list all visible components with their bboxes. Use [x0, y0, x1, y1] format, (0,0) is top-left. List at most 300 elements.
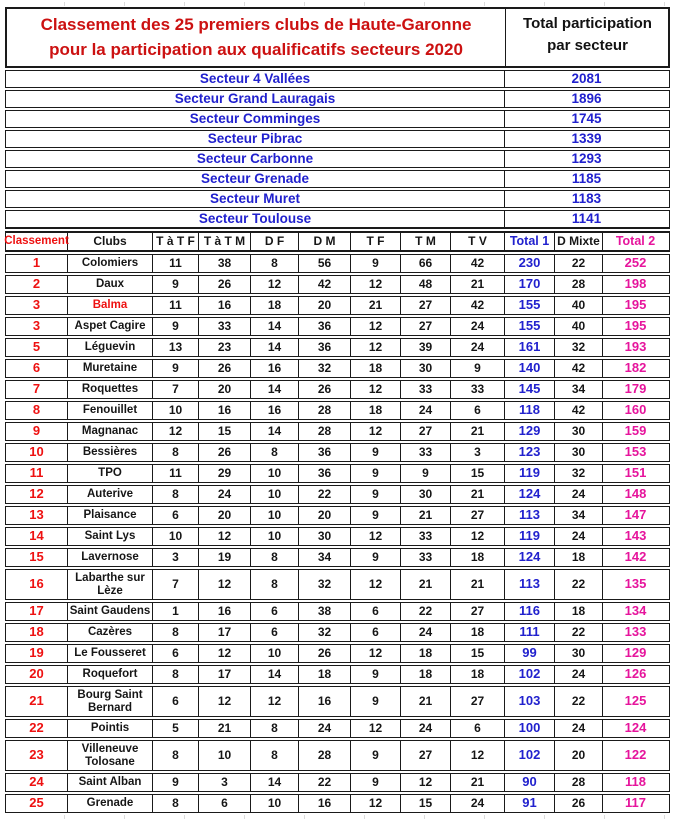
- tm-cell: 33: [401, 528, 451, 545]
- dm-cell: 32: [299, 624, 351, 641]
- column-header-row: [5, 231, 670, 252]
- dm-cell: 36: [299, 339, 351, 356]
- tatm-cell: 6: [199, 795, 251, 812]
- dm-cell: 36: [299, 318, 351, 335]
- df-cell: 8: [251, 444, 299, 461]
- table-row: [5, 794, 670, 813]
- tatm-cell: 17: [199, 666, 251, 683]
- club-cell: Lavernose: [68, 549, 153, 566]
- club-cell: Daux: [68, 276, 153, 293]
- total1-cell: 113: [505, 570, 555, 599]
- total2-cell: 143: [624, 528, 647, 544]
- sector-row: [5, 210, 670, 229]
- table-row: [5, 359, 670, 378]
- club-cell: Colomiers: [68, 255, 153, 272]
- tv-cell: 18: [451, 549, 505, 566]
- club-cell: TPO: [68, 465, 153, 482]
- rank-cell: 15: [6, 549, 68, 566]
- df-cell: 8: [251, 255, 299, 272]
- tm-cell: 27: [401, 318, 451, 335]
- total1-cell: 161: [505, 339, 555, 356]
- tatf-cell: 6: [153, 687, 199, 716]
- club-cell: Saint Gaudens: [68, 603, 153, 620]
- table-row: [5, 443, 670, 462]
- total2-cell: 160: [624, 402, 647, 418]
- dm-cell: 16: [299, 795, 351, 812]
- rank-cell: 6: [6, 360, 68, 377]
- tatf-cell: 6: [153, 645, 199, 662]
- total1-cell: 113: [505, 507, 555, 524]
- tv-cell: 27: [451, 687, 505, 716]
- dm-cell: 16: [299, 687, 351, 716]
- sector-total-value: 1141: [571, 211, 602, 226]
- dmixte-cell: 32: [555, 339, 603, 356]
- tm-cell: 30: [401, 360, 451, 377]
- tatf-cell: 7: [153, 570, 199, 599]
- tatm-cell: 12: [199, 645, 251, 662]
- tm-cell: 66: [401, 255, 451, 272]
- dm-cell: 42: [299, 276, 351, 293]
- total1-cell: 119: [505, 528, 555, 545]
- tv-cell: 21: [451, 774, 505, 791]
- tatf-cell: 10: [153, 402, 199, 419]
- total2-cell: 124: [624, 720, 647, 736]
- tf-cell: 9: [351, 687, 401, 716]
- rank-cell: 19: [6, 645, 68, 662]
- df-cell: 14: [251, 666, 299, 683]
- total2-cell: 153: [624, 444, 647, 460]
- dm-cell: 36: [299, 465, 351, 482]
- table-row: [5, 422, 670, 441]
- tm-cell: 18: [401, 666, 451, 683]
- dm-cell: 36: [299, 444, 351, 461]
- sector-total-value: 1339: [571, 131, 602, 146]
- tf-cell: 12: [351, 645, 401, 662]
- total2-cell: 125: [624, 693, 647, 709]
- rank-cell: 18: [6, 624, 68, 641]
- rank-cell: 5: [6, 339, 68, 356]
- total2-cell: 195: [624, 297, 647, 313]
- tf-cell: 9: [351, 444, 401, 461]
- club-cell: Le Fousseret: [68, 645, 153, 662]
- sector-total-header: [506, 9, 669, 66]
- total1-cell: 119: [505, 465, 555, 482]
- tatm-cell: 12: [199, 687, 251, 716]
- sector-total-header-line-1: Total participation: [523, 15, 652, 32]
- rank-cell: 20: [6, 666, 68, 683]
- df-cell: 14: [251, 339, 299, 356]
- total1-cell: 99: [505, 645, 555, 662]
- sector-total-value: 1745: [571, 111, 602, 126]
- tatf-cell: 9: [153, 276, 199, 293]
- tv-cell: 24: [451, 795, 505, 812]
- tm-cell: 24: [401, 402, 451, 419]
- tatf-cell: 6: [153, 507, 199, 524]
- tatm-cell: 10: [199, 741, 251, 770]
- club-cell: Saint Alban: [68, 774, 153, 791]
- total2-cell: 134: [624, 603, 647, 619]
- dmixte-cell: 40: [555, 297, 603, 314]
- total2-cell: 193: [624, 339, 647, 355]
- sector-total-value: 1896: [571, 91, 602, 106]
- table-title: [7, 9, 506, 66]
- column-header: T V: [451, 233, 505, 250]
- table-row: [5, 773, 670, 792]
- table-row: [5, 254, 670, 273]
- total1-cell: 103: [505, 687, 555, 716]
- sector-name-label: Secteur Grenade: [6, 171, 505, 187]
- total2-cell: 133: [624, 624, 647, 640]
- table-row: [5, 506, 670, 525]
- club-cell: Labarthe sur Lèze: [68, 570, 153, 599]
- sector-name-label: Secteur Toulouse: [6, 211, 505, 227]
- df-cell: 14: [251, 381, 299, 398]
- tatf-cell: 7: [153, 381, 199, 398]
- table-row: [5, 644, 670, 663]
- tatf-cell: 8: [153, 795, 199, 812]
- tatm-cell: 33: [199, 318, 251, 335]
- dm-cell: 20: [299, 297, 351, 314]
- dmixte-cell: 18: [555, 549, 603, 566]
- df-cell: 10: [251, 795, 299, 812]
- sector-name-label: Secteur 4 Vallées: [6, 71, 505, 87]
- df-cell: 14: [251, 318, 299, 335]
- tf-cell: 12: [351, 381, 401, 398]
- club-cell: Léguevin: [68, 339, 153, 356]
- sector-total-header-line-2: par secteur: [547, 37, 628, 54]
- dmixte-cell: 30: [555, 645, 603, 662]
- sheet-gridline-margin-bottom: [5, 815, 670, 819]
- rank-cell: 10: [6, 444, 68, 461]
- table-row: [5, 275, 670, 294]
- dmixte-cell: 18: [555, 603, 603, 620]
- df-cell: 8: [251, 570, 299, 599]
- sector-row: [5, 190, 670, 208]
- dmixte-cell: 22: [555, 255, 603, 272]
- total2-cell: 252: [624, 255, 647, 271]
- rank-cell: 11: [6, 465, 68, 482]
- tm-cell: 21: [401, 687, 451, 716]
- dm-cell: 18: [299, 666, 351, 683]
- table-row: [5, 686, 670, 717]
- club-cell: Roquefort: [68, 666, 153, 683]
- club-cell: Pointis: [68, 720, 153, 737]
- total2-cell: 118: [625, 774, 646, 790]
- df-cell: 12: [251, 687, 299, 716]
- total1-cell: 91: [505, 795, 555, 812]
- tm-cell: 24: [401, 720, 451, 737]
- tv-cell: 33: [451, 381, 505, 398]
- tv-cell: 15: [451, 645, 505, 662]
- total2-cell: 117: [625, 795, 646, 811]
- tatf-cell: 11: [153, 465, 199, 482]
- club-cell: Cazères: [68, 624, 153, 641]
- tatm-cell: 20: [199, 381, 251, 398]
- rank-cell: 14: [6, 528, 68, 545]
- dmixte-cell: 22: [555, 570, 603, 599]
- rank-cell: 8: [6, 402, 68, 419]
- total1-cell: 129: [505, 423, 555, 440]
- tf-cell: 18: [351, 360, 401, 377]
- df-cell: 10: [251, 645, 299, 662]
- sector-row: [5, 110, 670, 128]
- rank-cell: 13: [6, 507, 68, 524]
- tf-cell: 6: [351, 603, 401, 620]
- table-row: [5, 338, 670, 357]
- tf-cell: 9: [351, 255, 401, 272]
- sector-total-value: 1293: [571, 151, 602, 166]
- tatm-cell: 16: [199, 603, 251, 620]
- club-cell: Saint Lys: [68, 528, 153, 545]
- total2-cell: 179: [624, 381, 647, 397]
- total2-cell: 151: [624, 465, 647, 481]
- sector-name-label: Secteur Carbonne: [6, 151, 505, 167]
- tm-cell: 30: [401, 486, 451, 503]
- dm-cell: 20: [299, 507, 351, 524]
- table-row: [5, 623, 670, 642]
- dmixte-cell: 30: [555, 444, 603, 461]
- rank-cell: 22: [6, 720, 68, 737]
- dmixte-cell: 42: [555, 402, 603, 419]
- dmixte-cell: 24: [555, 486, 603, 503]
- title-line-2: pour la participation aux qualificatifs secteurs 2020: [49, 40, 463, 59]
- dm-cell: 28: [299, 741, 351, 770]
- df-cell: 18: [251, 297, 299, 314]
- club-cell: Magnanac: [68, 423, 153, 440]
- df-cell: 6: [251, 624, 299, 641]
- tatm-cell: 24: [199, 486, 251, 503]
- tf-cell: 18: [351, 402, 401, 419]
- dmixte-cell: 24: [555, 528, 603, 545]
- table-header-block: [5, 7, 670, 68]
- tv-cell: 18: [451, 666, 505, 683]
- tf-cell: 12: [351, 423, 401, 440]
- club-cell: Bessières: [68, 444, 153, 461]
- tf-cell: 9: [351, 486, 401, 503]
- tatm-cell: 15: [199, 423, 251, 440]
- column-header: T à T M: [199, 233, 251, 250]
- tf-cell: 12: [351, 339, 401, 356]
- rank-cell: 23: [6, 741, 68, 770]
- total2-cell: 135: [624, 576, 647, 592]
- dmixte-cell: 32: [555, 465, 603, 482]
- dmixte-cell: 24: [555, 666, 603, 683]
- total1-cell: 100: [505, 720, 555, 737]
- sector-name-label: Secteur Grand Lauragais: [6, 91, 505, 107]
- tf-cell: 9: [351, 549, 401, 566]
- tv-cell: 24: [451, 318, 505, 335]
- tv-cell: 9: [451, 360, 505, 377]
- df-cell: 12: [251, 276, 299, 293]
- df-cell: 14: [251, 774, 299, 791]
- column-header: T M: [401, 233, 451, 250]
- column-header: D Mixte: [555, 233, 603, 250]
- tatf-cell: 8: [153, 666, 199, 683]
- tatm-cell: 23: [199, 339, 251, 356]
- dmixte-cell: 24: [555, 720, 603, 737]
- table-row: [5, 296, 670, 315]
- tm-cell: 39: [401, 339, 451, 356]
- tatm-cell: 21: [199, 720, 251, 737]
- tatm-cell: 17: [199, 624, 251, 641]
- tatm-cell: 16: [199, 297, 251, 314]
- tatf-cell: 9: [153, 318, 199, 335]
- rank-cell: 12: [6, 486, 68, 503]
- dmixte-cell: 28: [555, 774, 603, 791]
- total2-cell: 148: [624, 486, 647, 502]
- rank-cell: 1: [6, 255, 68, 272]
- sector-list: [5, 70, 670, 229]
- rank-cell: 24: [6, 774, 68, 791]
- total2-cell: 142: [624, 549, 647, 565]
- rank-cell: 2: [6, 276, 68, 293]
- tatf-cell: 12: [153, 423, 199, 440]
- df-cell: 8: [251, 720, 299, 737]
- dm-cell: 38: [299, 603, 351, 620]
- tf-cell: 9: [351, 774, 401, 791]
- total1-cell: 155: [505, 297, 555, 314]
- sector-row: [5, 70, 670, 88]
- df-cell: 16: [251, 402, 299, 419]
- club-cell: Plaisance: [68, 507, 153, 524]
- tatf-cell: 5: [153, 720, 199, 737]
- tm-cell: 21: [401, 570, 451, 599]
- tatf-cell: 11: [153, 297, 199, 314]
- table-row: [5, 548, 670, 567]
- tm-cell: 27: [401, 741, 451, 770]
- tatm-cell: 19: [199, 549, 251, 566]
- dm-cell: 28: [299, 423, 351, 440]
- dmixte-cell: 22: [555, 624, 603, 641]
- tatm-cell: 29: [199, 465, 251, 482]
- table-row: [5, 401, 670, 420]
- tatf-cell: 8: [153, 741, 199, 770]
- total1-cell: 118: [505, 402, 555, 419]
- table-row: [5, 527, 670, 546]
- tv-cell: 42: [451, 255, 505, 272]
- sector-total-value: 2081: [571, 71, 602, 86]
- column-header: D M: [299, 233, 351, 250]
- total1-cell: 124: [505, 486, 555, 503]
- tatm-cell: 38: [199, 255, 251, 272]
- dm-cell: 26: [299, 645, 351, 662]
- tatm-cell: 20: [199, 507, 251, 524]
- total2-cell: 129: [624, 645, 647, 661]
- tf-cell: 12: [351, 528, 401, 545]
- tm-cell: 27: [401, 297, 451, 314]
- total2-cell: 198: [624, 276, 647, 292]
- tf-cell: 12: [351, 276, 401, 293]
- tv-cell: 21: [451, 570, 505, 599]
- sector-row: [5, 150, 670, 168]
- df-cell: 10: [251, 507, 299, 524]
- tf-cell: 12: [351, 570, 401, 599]
- tf-cell: 21: [351, 297, 401, 314]
- tatm-cell: 26: [199, 360, 251, 377]
- tv-cell: 15: [451, 465, 505, 482]
- tatf-cell: 9: [153, 360, 199, 377]
- tf-cell: 12: [351, 795, 401, 812]
- tf-cell: 9: [351, 507, 401, 524]
- sector-name-label: Secteur Comminges: [6, 111, 505, 127]
- total1-cell: 140: [505, 360, 555, 377]
- column-header: Classement: [6, 233, 68, 250]
- tatf-cell: 9: [153, 774, 199, 791]
- dm-cell: 32: [299, 570, 351, 599]
- total2-cell: 122: [624, 747, 647, 763]
- df-cell: 14: [251, 423, 299, 440]
- table-row: [5, 317, 670, 336]
- tatf-cell: 1: [153, 603, 199, 620]
- dmixte-cell: 26: [555, 795, 603, 812]
- tv-cell: 21: [451, 486, 505, 503]
- dmixte-cell: 40: [555, 318, 603, 335]
- tv-cell: 3: [451, 444, 505, 461]
- total1-cell: 124: [505, 549, 555, 566]
- club-cell: Aspet Cagire: [68, 318, 153, 335]
- tv-cell: 6: [451, 720, 505, 737]
- club-cell: Bourg Saint Bernard: [68, 687, 153, 716]
- club-cell: Fenouillet: [68, 402, 153, 419]
- table-row: [5, 740, 670, 771]
- dm-cell: 30: [299, 528, 351, 545]
- df-cell: 10: [251, 486, 299, 503]
- sector-row: [5, 170, 670, 188]
- total2-cell: 182: [624, 360, 647, 376]
- dm-cell: 56: [299, 255, 351, 272]
- club-cell: Grenade: [68, 795, 153, 812]
- total1-cell: 102: [505, 666, 555, 683]
- club-cell: Roquettes: [68, 381, 153, 398]
- tatm-cell: 3: [199, 774, 251, 791]
- tm-cell: 33: [401, 381, 451, 398]
- total2-cell: 126: [624, 666, 647, 682]
- tv-cell: 24: [451, 339, 505, 356]
- dm-cell: 22: [299, 486, 351, 503]
- rank-cell: 17: [6, 603, 68, 620]
- club-cell: Auterive: [68, 486, 153, 503]
- df-cell: 16: [251, 360, 299, 377]
- column-header: T à T F: [153, 233, 199, 250]
- tatf-cell: 8: [153, 624, 199, 641]
- total1-cell: 102: [505, 741, 555, 770]
- table-row: [5, 665, 670, 684]
- tf-cell: 9: [351, 666, 401, 683]
- tv-cell: 18: [451, 624, 505, 641]
- tm-cell: 24: [401, 624, 451, 641]
- tatf-cell: 8: [153, 486, 199, 503]
- total1-cell: 111: [505, 624, 555, 641]
- total1-cell: 123: [505, 444, 555, 461]
- rank-cell: 3: [6, 318, 68, 335]
- dmixte-cell: 20: [555, 741, 603, 770]
- tatf-cell: 3: [153, 549, 199, 566]
- dm-cell: 34: [299, 549, 351, 566]
- tv-cell: 6: [451, 402, 505, 419]
- sector-name-label: Secteur Pibrac: [6, 131, 505, 147]
- table-row: [5, 719, 670, 738]
- rank-cell: 3: [6, 297, 68, 314]
- rank-cell: 16: [6, 570, 68, 599]
- total1-cell: 116: [505, 603, 555, 620]
- dm-cell: 22: [299, 774, 351, 791]
- df-cell: 6: [251, 603, 299, 620]
- tv-cell: 27: [451, 603, 505, 620]
- df-cell: 8: [251, 549, 299, 566]
- dmixte-cell: 42: [555, 360, 603, 377]
- club-cell: Balma: [68, 297, 153, 314]
- table-row: [5, 464, 670, 483]
